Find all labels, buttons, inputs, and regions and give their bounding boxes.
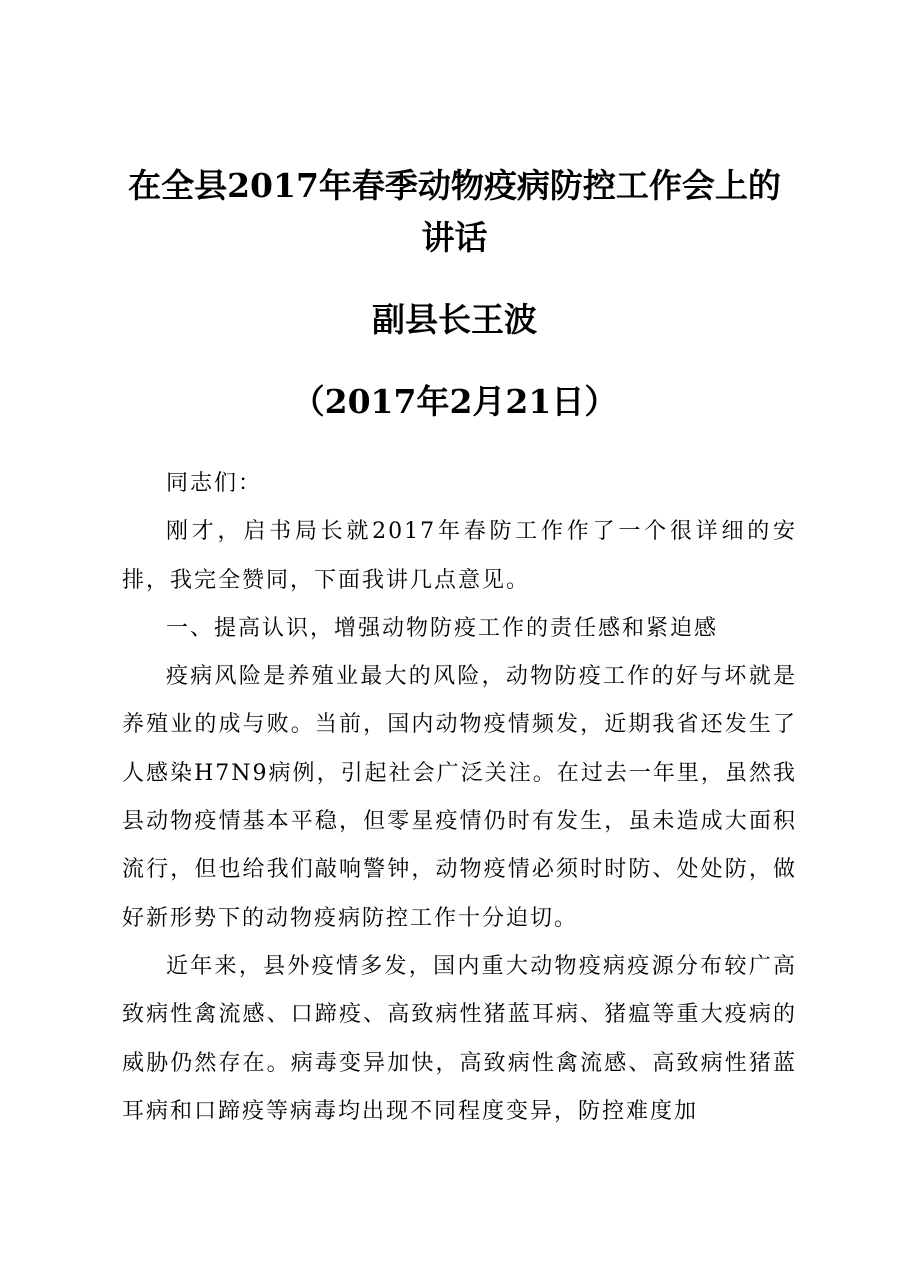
paragraph-risk: 疫病风险是养殖业最大的风险，动物防疫工作的好与坏就是养殖业的成与败。当前，国内动物疫情频发，近期我省还发生了人感染H7N9病例，引起社会广泛关注。在过去一年里，虽然我县动物疫情基本平稳，但零星疫情仍时有发生，虽未造成大面积流行，但也给我们敲响警钟，动物疫情必须时时防、处处防，做好新形势下的动物疫病防控工作十分迫切。 xyxy=(122,664,797,931)
document-title-line-2: 讲话 xyxy=(421,218,488,257)
paragraph-opening: 刚才，启书局长就2017年春防工作作了一个很详细的安排，我完全赞同，下面我讲几点意见。 xyxy=(122,519,797,593)
speech-date: （2017年2月21日） xyxy=(291,382,618,421)
document-title-line-1: 在全县2017年春季动物疫病防控工作会上的 xyxy=(128,166,781,205)
paragraph-salutation: 同志们： xyxy=(166,471,263,496)
paragraph-epidemic-status: 近年来，县外疫情多发，国内重大动物疫病疫源分布较广高致病性禽流感、口蹄疫、高致病性猪蓝耳病、猪瘟等重大疫病的威胁仍然存在。病毒变异加快，高致病性禽流感、高致病性猪蓝耳病和口蹄疫等病毒均出现不同程度变异，防控难度加 xyxy=(122,953,797,1124)
speaker-name: 副县长王波 xyxy=(372,300,537,339)
speech-body xyxy=(122,460,797,1136)
section-heading-1: 一、提高认识，增强动物防疫工作的责任感和紧迫感 xyxy=(166,615,719,641)
